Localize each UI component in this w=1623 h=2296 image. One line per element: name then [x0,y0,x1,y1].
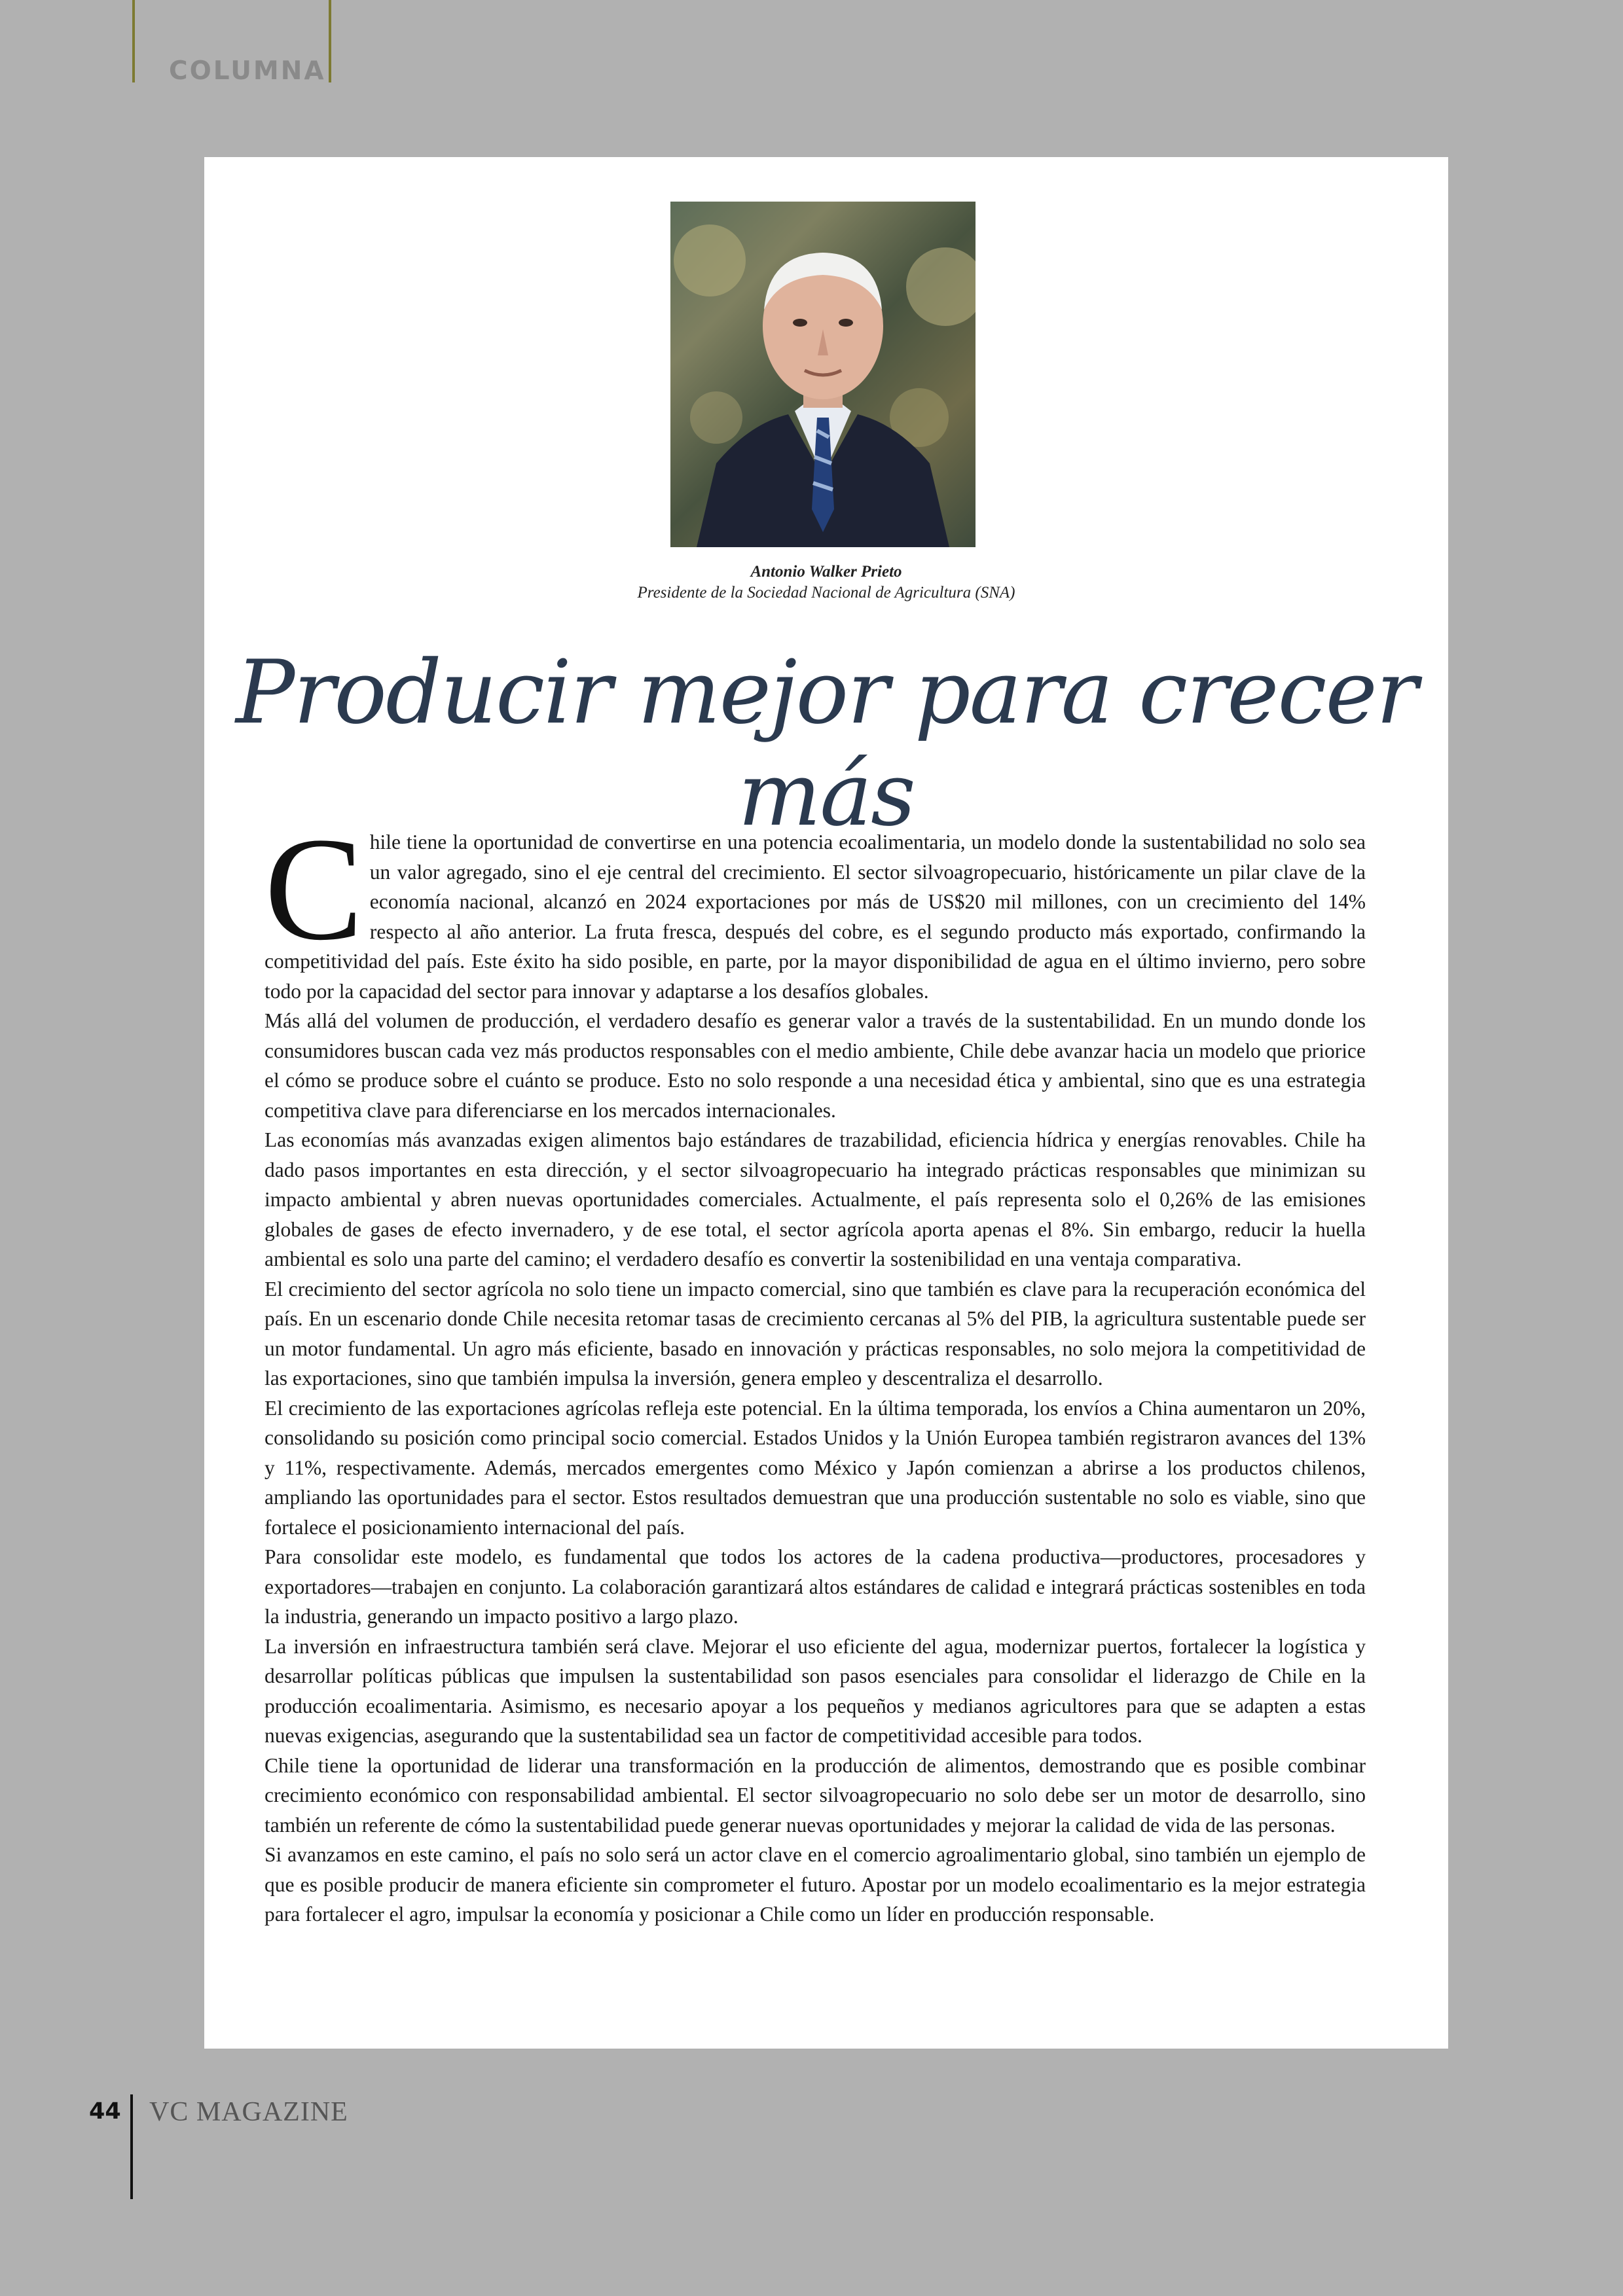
article-paragraph-9: Si avanzamos en este camino, el país no solo será un actor clave en el comercio agroalimentario global, sino también un ejemplo de que es posible producir de manera eficiente sin comprometer el futuro. Apostar por un modelo ecoalimentario es la mejor estrategia para fortalecer el agro, impulsar la economía y posicionar a Chile como un líder en producción responsable. [264,1843,1366,1926]
article-paragraph-6: Para consolidar este modelo, es fundamental que todos los actores de la cadena productiva—productores, procesadores y exportadores—trabajen en conjunto. La colaboración garantizará altos estándares de calidad e integrará prácticas sostenibles en toda la industria, generando un impacto positivo a largo plazo. [264,1545,1366,1628]
header-rule-right [329,0,331,82]
article-paragraph-7: La inversión en infraestructura también será clave. Mejorar el uso eficiente del agua, modernizar puertos, fortalecer la logística y desarrollar políticas públicas que impulsen la sustentabilidad son pasos esenciales para consolidar el liderazgo de Chile en la producción ecoalimentaria. Asimismo, es necesario apoyar a los pequeños y medianos agricultores para que se adapten a estas nuevas exigencias, asegurando que la sustentabilidad sea un factor de competitividad accesible para todos. [264,1634,1366,1747]
footer-rule [130,2094,133,2199]
article-paragraph-4: El crecimiento del sector agrícola no solo tiene un impacto comercial, sino que también es clave para la recuperación económica del país. En un escenario donde Chile necesita retomar tasas de crecimiento cercanas al 5% del PIB, la agricultura sustentable puede ser un motor fundamental. Un agro más eficiente, basado en innovación y prácticas responsables, no solo mejora la competitividad de las exportaciones, sino que también impulsa la inversión, genera empleo y descentraliza el desarrollo. [264,1277,1366,1390]
author-role: Presidente de la Sociedad Nacional de Agricultura (SNA) [637,584,1015,601]
author-photo [670,202,976,547]
first-paragraph-text: hile tiene la oportunidad de convertirse en una potencia ecoalimentaria, un modelo donde la sustentabilidad no solo sea un valor agregado, sino el eje central del crecimiento. El sector silvoagropecuario, históricamente un pilar clave de la economía nacional, alcanzó en 2024 exportaciones por más de US$20 mil millones, con un crecimiento del 14% respecto al año anterior. La fruta fresca, después del cobre, es el segundo producto más exportado, confirmando la competitividad del país. Este éxito ha sido posible, en parte, por la mayor disponibilidad de agua en el último invierno, pero sobre todo por la capacidad del sector para innovar y adaptarse a los desafíos globales. [264,831,1366,1003]
article-page [204,157,1448,2049]
drop-cap: C [264,807,363,971]
article-paragraph-2: Más allá del volumen de producción, el verdadero desafío es generar valor a través de la sustentabilidad. En un mundo donde los consumidores buscan cada vez más productos responsables con el medio ambiente, Chile debe avanzar hacia un modelo que priorice el cómo se produce sobre el cuánto se produce. Esto no solo responde a una necesidad ética y ambiental, sino que es una estrategia competitiva clave para diferenciarse en los mercados internacionales. [264,1009,1366,1122]
page-number: 44 [89,2098,121,2125]
section-label: COLUMNA [169,56,326,86]
article-paragraph-1 [264,807,1366,1006]
magazine-name: VC MAGAZINE [149,2097,348,2127]
author-name: Antonio Walker Prieto [750,563,902,581]
article-title: Producir mejor para crecer más [236,641,1417,846]
author-portrait-illustration [670,202,976,547]
article-paragraph-8: Chile tiene la oportunidad de liderar una transformación en la producción de alimentos, demostrando que es posible combinar crecimiento económico con responsabilidad ambiental. El sector silvoagropecuario no solo debe ser un motor de desarrollo, sino también un referente de cómo la sustentabilidad puede generar nuevas oportunidades y mejorar la calidad de vida de las personas. [264,1753,1366,1837]
article-body [264,807,1366,1929]
article-paragraph-5: El crecimiento de las exportaciones agrícolas refleja este potencial. En la última temporada, los envíos a China aumentaron un 20%, consolidando su posición como principal socio comercial. Estados Unidos y la Unión Europea también registraron avances del 13% y 11%, respectivamente. Además, mercados emergentes como México y Japón comienzan a abrirse a los productos chilenos, ampliando las oportunidades para el sector. Estos resultados demuestran que una producción sustentable no solo es viable, sino que fortalece el posicionamiento internacional del país. [264,1396,1366,1539]
article-paragraph-3: Las economías más avanzadas exigen alimentos bajo estándares de trazabilidad, eficiencia hídrica y energías renovables. Chile ha dado pasos importantes en esta dirección, y el sector silvoagropecuario ha integrado prácticas responsables que minimizan su impacto ambiental y abren nuevas oportunidades comerciales. Actualmente, el país representa solo el 0,26% de las emisiones globales de gases de efecto invernadero, y de ese total, el sector agrícola aporta apenas el 8%. Sin embargo, reducir la huella ambiental es solo una parte del camino; el verdadero desafío es convertir la sostenibilidad en una ventaja comparativa. [264,1128,1366,1270]
header-rule-left [132,0,135,82]
